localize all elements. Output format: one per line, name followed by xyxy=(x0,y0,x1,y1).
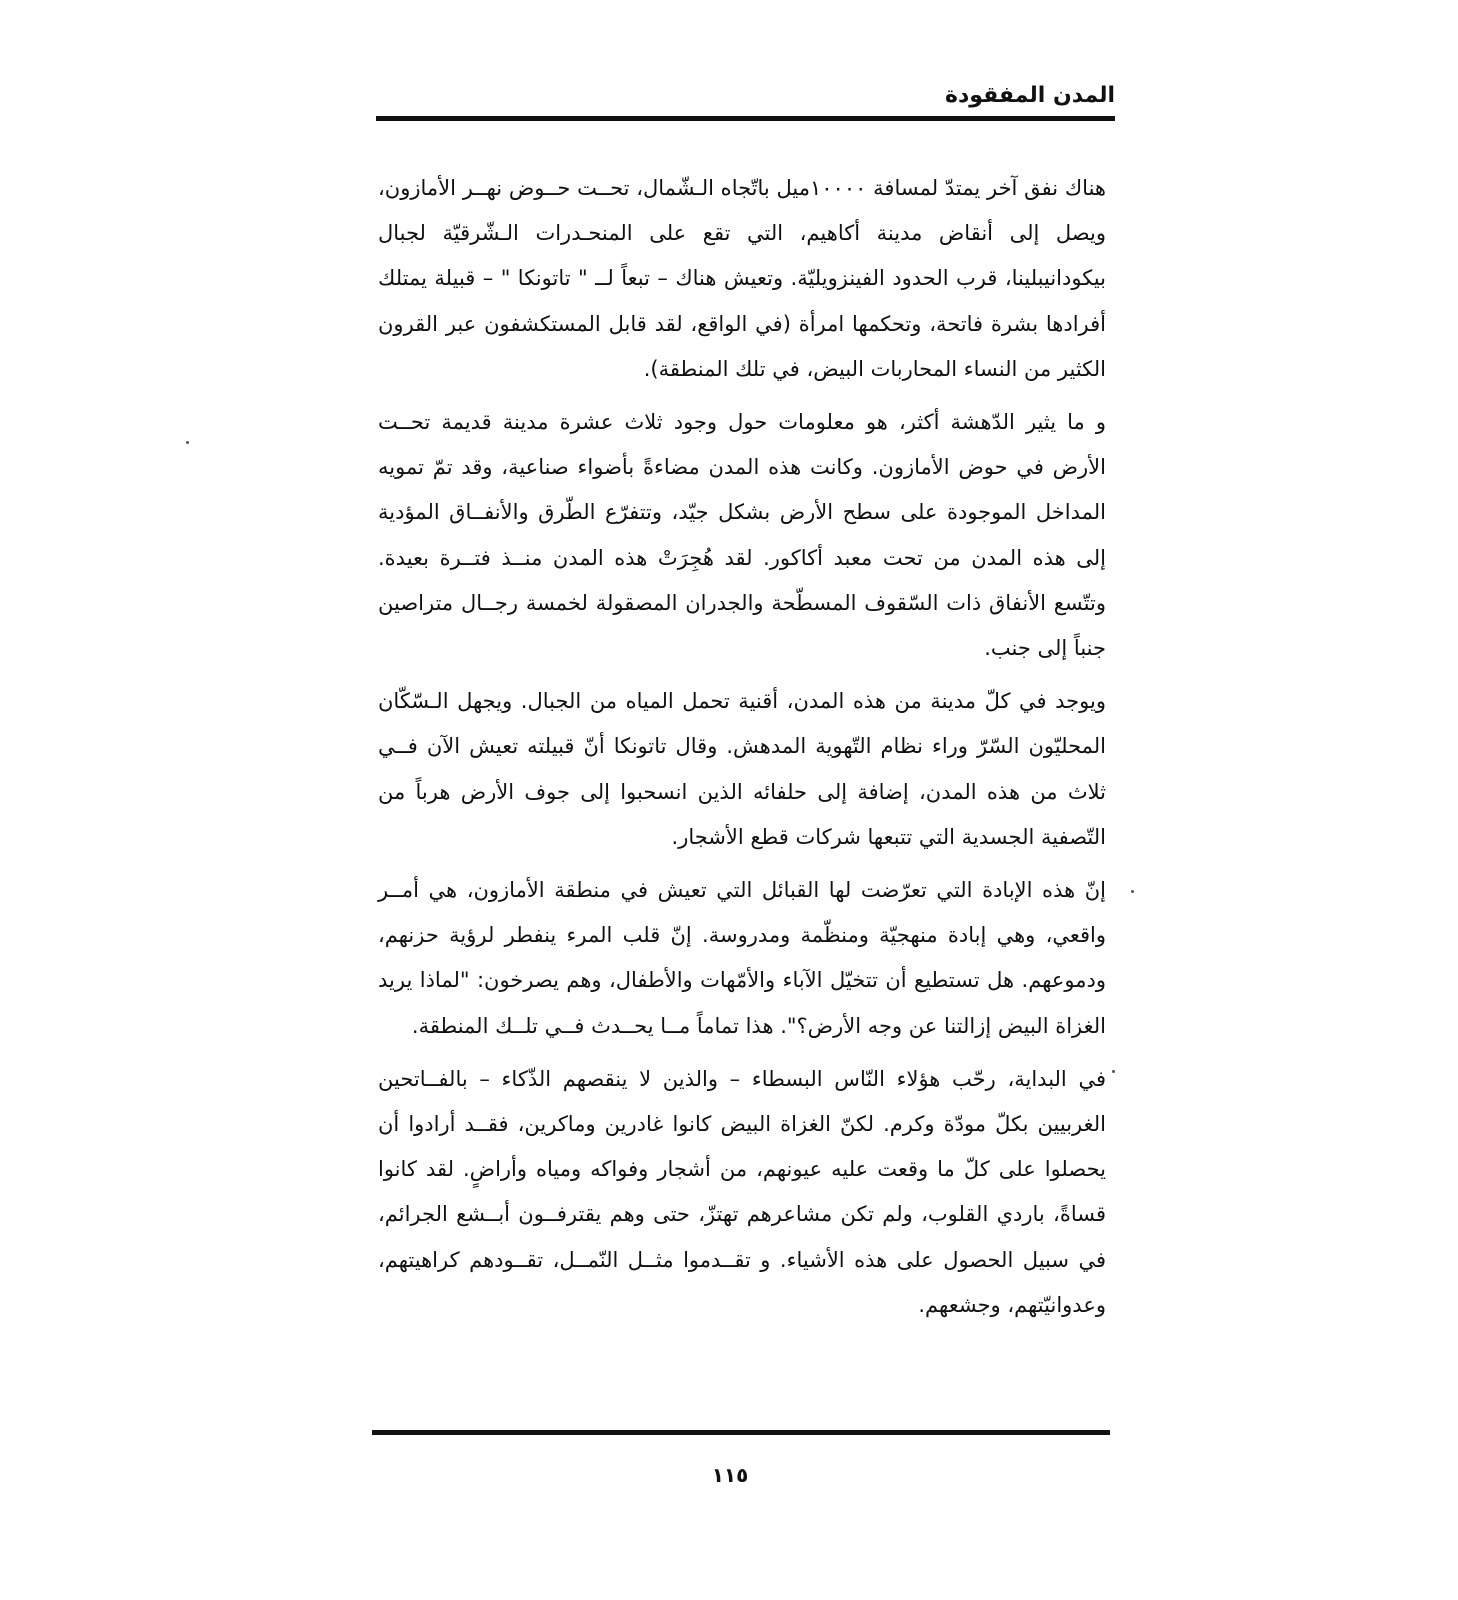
scan-speck xyxy=(1131,890,1134,893)
header-rule xyxy=(376,116,1115,121)
paragraph: في البداية، رحّب هؤلاء النّاس البسطاء – والذين لا ينقصهم الذّكاء – بالفــاتحين الغربيين بكلّ مودّة وكرم. لكنّ الغزاة البيض كانوا غادرين وماكرين، فقــد أرادوا أن يحصلوا على كلّ ما وقعت عليه عيونهم، من أشجار وفواكه ومياه وأراضٍ. لقد كانوا قساةً، باردي القلوب، ولم تكن مشاعرهم تهتزّ، حتى وهم يقترفــون أبــشع الجرائم، في سبيل الحصول على هذه الأشياء. و تقــدموا مثــل النّمــل، تقــودهم كراهيتهم، وعدوانيّتهم، وجشعهم. xyxy=(378,1066,1106,1317)
paragraph: إنّ هذه الإبادة التي تعرّضت لها القبائل التي تعيش في منطقة الأمازون، هي أمــر واقعي، وهي إبادة منهجيّة ومنظّمة ومدروسة. إنّ قلب المرء ينفطر لرؤية حزنهم، ودموعهم. هل تستطيع أن تتخيّل الآباء والأمّهات والأطفال، وهم يصرخون: "لماذا يريد الغزاة البيض إزالتنا عن وجه الأرض؟". هذا تماماً مــا يحــدث فــي تلــك المنطقة. xyxy=(378,878,1106,1038)
scan-speck xyxy=(1112,1070,1115,1073)
chapter-title: المدن المفقودة xyxy=(945,83,1115,108)
paragraph: هناك نفق آخر يمتدّ لمسافة ١٠٠٠٠ميل باتّجاه الـشّمال، تحــت حــوض نهــر الأمازون، ويصل إلى أنقاض مدينة أكاهيم، التي تقع على المنحـدرات الـشّرقيّة لجبال بيكودانيبلينا، قرب الحدود الفينزويليّة. وتعيش هناك – تبعاً لــ " تاتونكا " – قبيلة يمتلك أفرادها بشرة فاتحة، وتحكمها امرأة (في الواقع، لقد قابل المستكشفون عبر القرون الكثير من النساء المحاربات البيض، في تلك المنطقة). xyxy=(378,176,1106,381)
paragraph: ويوجد في كلّ مدينة من هذه المدن، أقنية تحمل المياه من الجبال. ويجهل الـسّكّان المحليّون السّرّ وراء نظام التّهوية المدهش. وقال تاتونكا أنّ قبيلته تعيش الآن فــي ثلاث من هذه المدن، إضافة إلى حلفائه الذين انسحبوا إلى جوف الأرض هرباً من التّصفية الجسدية التي تتبعها شركات قطع الأشجار. xyxy=(378,689,1106,849)
page-number: ١١٥ xyxy=(711,1463,749,1487)
body-text xyxy=(378,166,1106,1328)
paragraph: و ما يثير الدّهشة أكثر، هو معلومات حول وجود ثلاث عشرة مدينة قديمة تحــت الأرض في حوض الأمازون. وكانت هذه المدن مضاءةً بأضواء صناعية، وقد تمّ تمويه المداخل الموجودة على سطح الأرض بشكل جيّد، وتتفرّع الطّرق والأنفــاق المؤدية إلى هذه المدن من تحت معبد أكاكور. لقد هُجِرَتْ هذه المدن منــذ فتــرة بعيدة. وتتّسع الأنفاق ذات السّقوف المسطّحة والجدران المصقولة لخمسة رجــال متراصين جنباً إلى جنب. xyxy=(378,410,1106,661)
running-header xyxy=(378,78,1115,114)
footer-rule xyxy=(372,1430,1110,1435)
scan-speck xyxy=(186,441,189,444)
